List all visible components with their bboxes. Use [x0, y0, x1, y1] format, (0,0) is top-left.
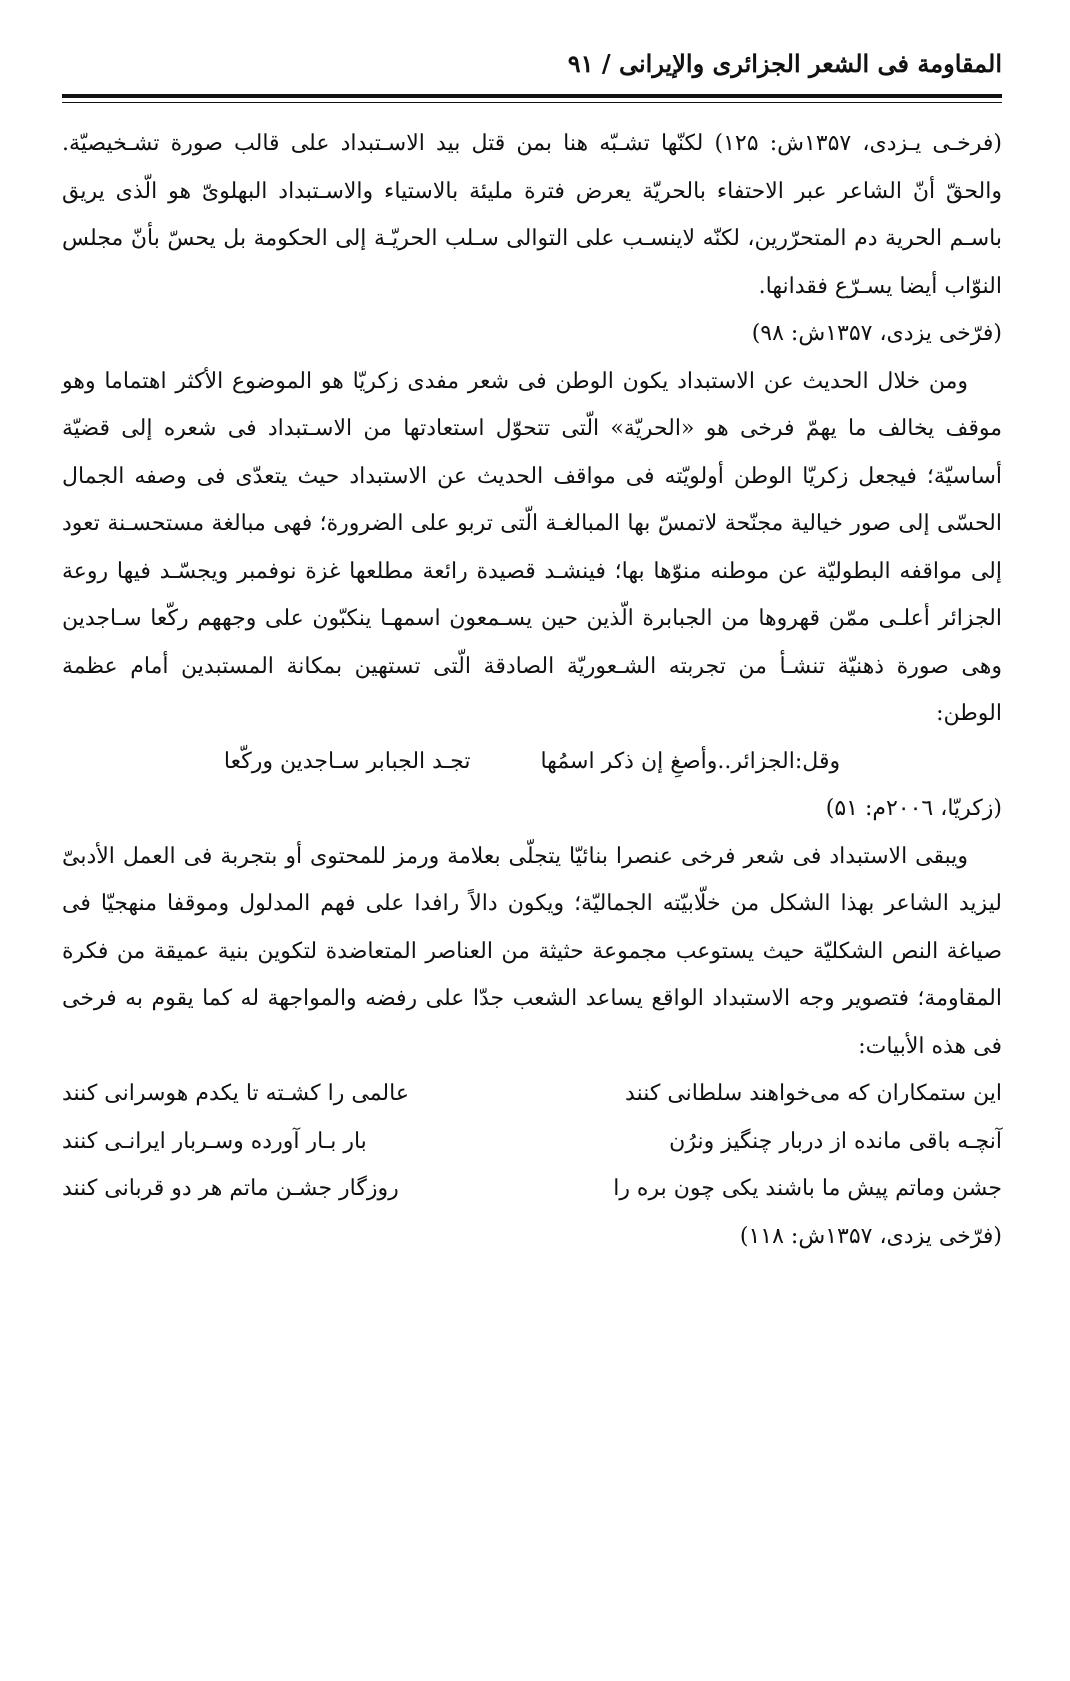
arabic-verse-left-hemistich: تجـد الجبابر سـاجدین ورکّعا: [223, 748, 471, 774]
paragraph-3: ویبقی الاستبداد فی شعر فرخی عنصرا بنائیّا یتجلّی بعلامة ورمز للمحتوی أو بتجربة فی العمل الأدبیّ لیزید الشاعر بهذا الشکل من خلّابیّته الجمالیّة؛ ویکون دالاً رافدا علی فهم المدلول وموقفا منهجیّا فی صیاغة النص الشکلیّة حیث یستوعب مجموعة حثیثة من العناصر المتعاضدة لتکوین بنیة عمیقة من فکرة المقاومة؛ فتصویر وجه الاستبداد الواقع یساعد الشعب جدّا علی رفضه والمواجهة له کما یقوم به فرخی فی هذه الأبیات:: [62, 843, 1002, 1059]
paragraph-2: ومن خلال الحدیث عن الاستبداد یکون الوطن فی شعر مفدی زکریّا هو الموضوع الأکثر اهتماما وهو موقف یخالف ما یهمّ فرخی هو «الحریّة» الّتی تتحوّل استعادتها من الاسـتبداد فی شعره إلی قضیّة أساسیّة؛ فیجعل زکریّا الوطن أولویّته فی مواقف الحدیث عن الاستبداد حیث یتعدّی فی وصفه الجمال الحسّی إلی صور خیالیة مجنّحة لاتمسّ بها المبالغـة الّتی تربو علی الضرورة؛ فهی مبالغة مستحسـنة تعود إلی مواقفه البطولیّة عن موطنه منوّها بها؛ فینشـد قصیدة رائعة مطلعها غزة نوفمبر ویجسّـد فیها روعة الجزائر أعلـی ممّن قهروها من الجبابرة الّذین حین یسـمعون اسمهـا ینکبّون علی وجههم رکّعا سـاجدین وهی صورة ذهنیّة تنشـأ من تجربته الشـعوریّة الصادقة الّتی تستهین بمکانة المستبدین أمام عظمة الوطن:: [62, 368, 1003, 726]
running-header: المقاومة فی الشعر الجزائری والإیرانی / ۹۱: [567, 49, 1002, 78]
header-rule-thin: [62, 102, 1002, 103]
persian-verse-row: [62, 1165, 1002, 1213]
header-rule-thick: [62, 94, 1002, 98]
citation-3: (فرّخی یزدی، ۱۳۵۷ش: ۱۱۸): [739, 1223, 1002, 1249]
citation-2: (زکریّا، ۲۰۰٦م: ۵۱): [825, 796, 1002, 821]
persian-verse-left-hemistich: عالمی را کشـته تا یکدم هوسرانی کنند: [62, 1081, 409, 1106]
persian-verse-left-hemistich: بار بـار آورده وسـربار ایرانـی کنند: [62, 1128, 367, 1154]
paragraph-1: (فرخـی یـزدی، ۱۳۵۷ش: ۱۲۵) لکنّها تشـبّه هنا بمن قتل بید الاسـتبداد علی قالب صورة تشـخیصیّة. والحقّ أنّ الشاعر عبر الاحتفاء بالحریّة یعرض فترة ملیئة بالاستیاء والاسـتبداد البهلویّ هو الّذی یریق باسـم الحریة دم المتحرّرین، لکنّه لاینسـب علی التوالی سـلب الحریّـة إلی الحکومة بل یحسّ بأنّ مجلس النوّاب أیضا یسـرّع فقدانها.: [62, 131, 1002, 299]
persian-verse-right-hemistich: آنچـه باقی مانده از دربار چنگیز ونرُن: [669, 1128, 1002, 1154]
arabic-verse: [62, 738, 1002, 786]
persian-verse-right-hemistich: این ستمکاران که می‌خواهند سلطانی کنند: [625, 1081, 1002, 1106]
arabic-verse-right-hemistich: وقل:الجزائر..وأصغِ إن ذکر اسمُها: [540, 748, 841, 774]
persian-verse-row: [62, 1118, 1002, 1166]
persian-verse-right-hemistich: جشن وماتم پیش ما باشند یکی چون بره را: [613, 1176, 1002, 1201]
body-text: [62, 120, 1002, 1260]
persian-verse-row: [62, 1070, 1002, 1118]
citation-1: (فرّخی یزدی، ۱۳۵۷ش: ۹۸): [751, 321, 1002, 346]
persian-verse-left-hemistich: روزگار جشـن ماتم هر دو قربانی کنند: [62, 1176, 399, 1201]
book-page: [62, 28, 1002, 1658]
